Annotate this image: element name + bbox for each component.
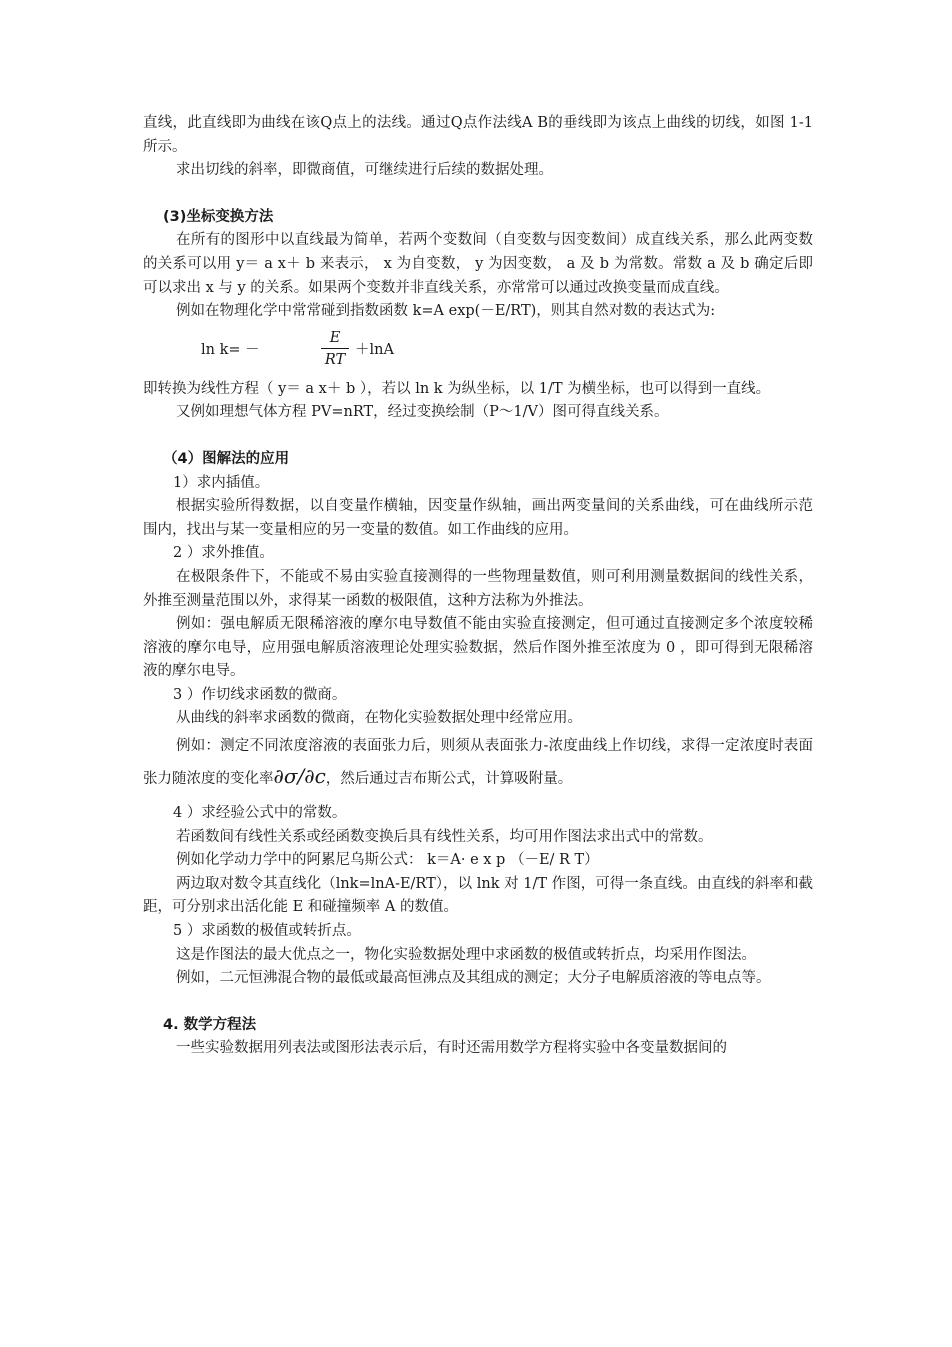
paragraph: 求出切线的斜率，即微商值，可继续进行后续的数据处理。: [176, 162, 553, 179]
section-heading: (3)坐标变换方法: [163, 208, 274, 225]
sub-heading: 3 ）作切线求函数的微商。: [173, 686, 347, 703]
paragraph: 即转换为线性方程（ y＝ a x＋ b ），若以 ln k 为纵坐标，以 1/T 为横坐标，也可以得到一直线。: [143, 380, 771, 397]
paragraph: 若函数间有线性关系或经函数变换后具有线性关系，均可用作图法求出式中的常数。: [176, 828, 713, 845]
paragraph: 两边取对数令其直线化（lnk=lnA-E/RT），以 lnk 对 1/T 作图，可得一条直线。由直线的斜率和截距，可分别求出活化能 E 和碰撞频率 A 的数值。: [143, 875, 813, 916]
paragraph: 在极限条件下，不能或不易由实验直接测得的一些物理量数值，则可利用测量数据间的线性关系，外推至测量范围以外，求得某一函数的极限值，这种方法称为外推法。: [143, 568, 813, 609]
paragraph: 例如，二元恒沸混合物的最低或最高恒沸点及其组成的测定；大分子电解质溶液的等电点等。: [176, 970, 771, 987]
paragraph: 在所有的图形中以直线最为简单，若两个变数间（自变数与因变数间）成直线关系，那么此两变数的关系可以用 y＝ a x＋ b 来表示， x 为自变数， y 为因变数， a 及 b 为常数。常数 a 及 b 确定后即可以求出 x 与 y 的关系。如果两个变数并非直线关系，亦常常可以通过改换变量而成直线。: [143, 232, 813, 296]
derivative-symbol: ∂σ/∂c: [273, 764, 326, 789]
sub-heading: 5 ）求函数的极值或转折点。: [173, 923, 361, 940]
paragraph-text-end: ，然后通过吉布斯公式，计算吸附量。: [325, 771, 573, 788]
formula-fraction: [321, 328, 349, 371]
paragraph: 又例如理想气体方程 PV=nRT，经过变换绘制（P～1/V）图可得直线关系。: [176, 404, 669, 421]
paragraph: 一些实验数据用列表法或图形法表示后，有时还需用数学方程将实验中各变量数据间的: [176, 1040, 727, 1057]
paragraph: 直线，此直线即为曲线在该Q点上的法线。通过Q点作法线A B的垂线即为该点上曲线的切线，如图 1-1 所示。: [143, 115, 813, 155]
fraction-numerator: E: [321, 328, 349, 349]
paragraph: 这是作图法的最大优点之一，物化实验数据处理中求函数的极值或转折点，均采用作图法。: [176, 946, 756, 963]
formula-rhs: ＋lnA: [355, 341, 394, 358]
section-heading: 4. 数学方程法: [163, 1016, 257, 1033]
sub-heading: 4 ）求经验公式中的常数。: [173, 805, 347, 822]
paragraph: 从曲线的斜率求函数的微商，在物化实验数据处理中经常应用。: [176, 710, 582, 727]
paragraph-text: 例如：测定不同浓度溶液的表面张力后，则须从表面张力-浓度曲线上作切线，求得一定浓度时表面张力随浓度的变化率: [143, 738, 813, 788]
section-heading: （4）图解法的应用: [163, 450, 290, 467]
paragraph: 根据实验所得数据，以自变量作横轴，因变量作纵轴，画出两变量间的关系曲线，可在曲线所示范围内，找出与某一变量相应的另一变量的数值。如工作曲线的应用。: [143, 498, 813, 538]
fraction-denominator: RT: [324, 351, 346, 368]
sub-heading: 2 ）求外推值。: [173, 545, 274, 562]
sub-heading: 1）求内插值。: [173, 474, 270, 491]
paragraph: 例如：强电解质无限稀溶液的摩尔电导数值不能由实验直接测定，但可通过直接测定多个浓度较稀溶液的摩尔电导，应用强电解质溶液理论处理实验数据，然后作图外推至浓度为 0 ，即可得到无限稀溶液的摩尔电导。: [143, 616, 813, 680]
paragraph: 例如在物理化学中常常碰到指数函数 k=A exp(－E/RT)，则其自然对数的表达式为:: [176, 303, 716, 320]
paragraph: 例如化学动力学中的阿累尼乌斯公式： k＝A· e x p （－E/ R T）: [176, 852, 599, 869]
paragraph-with-derivative: [143, 731, 813, 794]
formula-lhs: ln k= －: [201, 341, 260, 358]
ln-k-formula: [201, 324, 813, 378]
document-body: [143, 112, 813, 1061]
